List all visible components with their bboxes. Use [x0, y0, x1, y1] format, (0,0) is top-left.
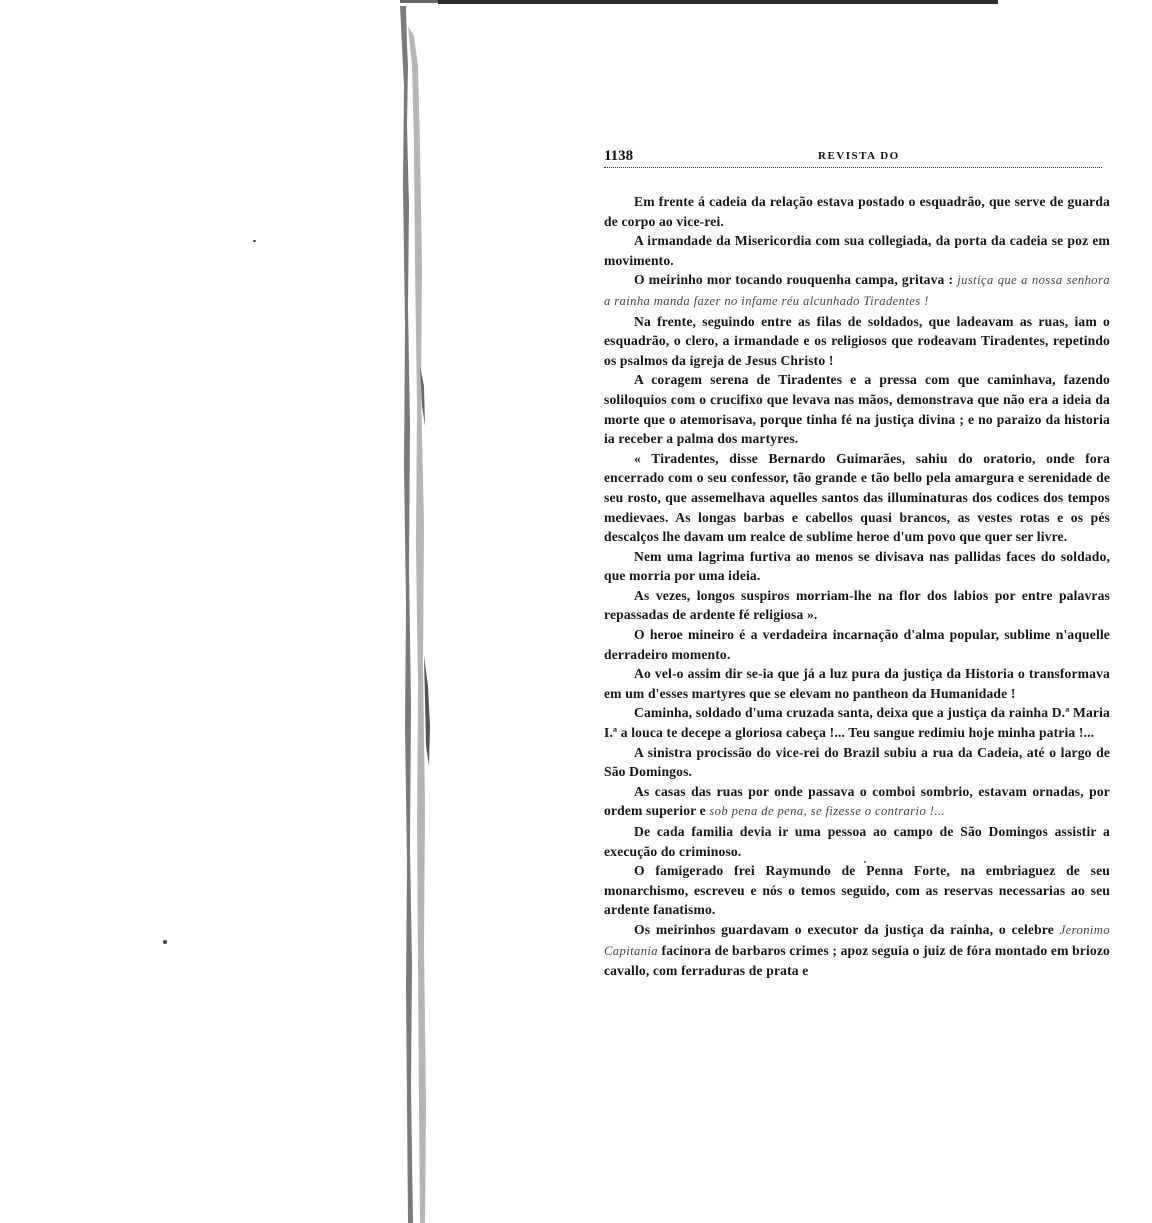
paragraph [604, 625, 1110, 664]
top-edge-shadow [400, 0, 440, 3]
binding-edge-graphic [398, 6, 438, 1223]
body-text [604, 192, 1110, 981]
paragraph-text: O heroe mineiro é a verdadeira incarnação d'alma popular, sublime n'aquelle derradeiro momento. [604, 627, 1110, 662]
paragraph-text: Os meirinhos guardavam o executor da justiça da rainha, o celebre [634, 921, 1060, 937]
italic-quote: Jeronimo Capitania [604, 922, 1110, 958]
paragraph [604, 231, 1110, 270]
paragraph [604, 547, 1110, 586]
paragraph-text: A coragem serena de Tiradentes e a pressa com que caminhava, fazendo soliloquios com o crucifixo que levava nas mãos, demonstrava que não era a ideia da morte que o atemorisava, porque tinha fé na justiça divina ; e no paraizo da historia ia receber a palma dos martyres. [604, 372, 1110, 447]
paragraph-text: A irmandade da Misericordia com sua collegiada, da porta da cadeia se poz em movimento. [604, 233, 1110, 268]
italic-quote: sob pena de pena, se fizesse o contrario !... [709, 804, 945, 819]
paragraph-text: « Tiradentes, disse Bernardo Guimarães, sahiu do oratorio, onde fora encerrado com o seu confessor, tão grande e tão bello pela amargura e serenidade de seu rosto, que assemelhava aquelles santos das illuminaturas dos codices dos tempos medievaes. As longas barbas e cabellos quasi brancos, as vestes rotas e os pés descalços lhe davam um realce de sublime heroe d'um povo que quer ser livre. [604, 450, 1110, 545]
header-rule [604, 167, 1102, 168]
book-page [604, 146, 1110, 1223]
paragraph-text: Caminha, soldado d'uma cruzada santa, deixa que a justiça da rainha D.ª Maria I.ª a louca te decepe a gloriosa cabeça !... Teu sangue redimiu hoje minha patria !... [604, 705, 1110, 741]
paragraph-text: De cada familia devia ir uma pessoa ao campo de São Domingos assistir a execução do criminoso. [604, 824, 1110, 859]
paragraph-text: O famigerado frei Raymundo de Penna Forte, na embriaguez de seu monarchismo, escreveu e nós o temos seguido, com as reservas necessarias ao seu ardente fanatismo. [604, 863, 1110, 918]
paragraph [604, 312, 1110, 371]
page-header [604, 146, 1110, 168]
paragraph-text: O meirinho mor tocando rouquenha campa, gritava : [634, 272, 958, 288]
scan-speck [163, 940, 167, 944]
binding-gutter [398, 6, 438, 1223]
paragraph [604, 586, 1110, 625]
running-head: REVISTA DO [818, 150, 900, 162]
paragraph-text: Nem uma lagrima furtiva ao menos se divisava nas pallidas faces do soldado, que morria por uma ideia. [604, 548, 1110, 584]
paragraph [604, 822, 1110, 861]
italic-quote: justiça que a nossa senhora a rainha manda fazer no infame réu alcunhado Tiradentes ! [604, 273, 1110, 308]
top-edge-line [438, 0, 998, 4]
paragraph [604, 743, 1110, 782]
paragraph [604, 270, 1110, 311]
paragraph [604, 449, 1110, 547]
paragraph-text: As vezes, longos suspiros morriam-lhe na flor dos labios por entre palavras repassadas de ardente fé religiosa ». [604, 587, 1110, 623]
paragraph-text: Ao vel-o assim dir se-ia que já a luz pura da justiça da Historia o transformava em um d'esses martyres que se elevam no pantheon da Humanidade ! [604, 666, 1110, 701]
paragraph-text: Na frente, seguindo entre as filas de soldados, que ladeavam as ruas, iam o esquadrão, o clero, a irmandade e os religiosos que rodeavam Tiradentes, repetindo os psalmos da igreja de Jesus Christo ! [604, 313, 1110, 368]
paragraph-text: As casas das ruas por onde passava o comboi sombrio, estavam ornadas, por ordem superior e [604, 783, 1110, 819]
paragraph [604, 920, 1110, 981]
paragraph [604, 861, 1110, 920]
paragraph-text: Em frente á cadeia da relação estava postado o esquadrão, que serve de guarda de corpo ao vice-rei. [604, 194, 1110, 229]
paragraph [604, 192, 1110, 231]
page-number: 1138 [604, 148, 634, 164]
paragraph-text: facinora de barbaros crimes ; apoz seguia o juiz de fóra montado em briozo cavallo, com ferraduras de prata e [604, 942, 1110, 979]
paragraph [604, 703, 1110, 742]
scan-speck [253, 240, 256, 242]
paragraph [604, 664, 1110, 703]
paragraph [604, 370, 1110, 448]
paragraph-text: A sinistra procissão do vice-rei do Brazil subiu a rua da Cadeia, até o largo de São Domingos. [604, 744, 1110, 780]
paragraph [604, 782, 1110, 822]
